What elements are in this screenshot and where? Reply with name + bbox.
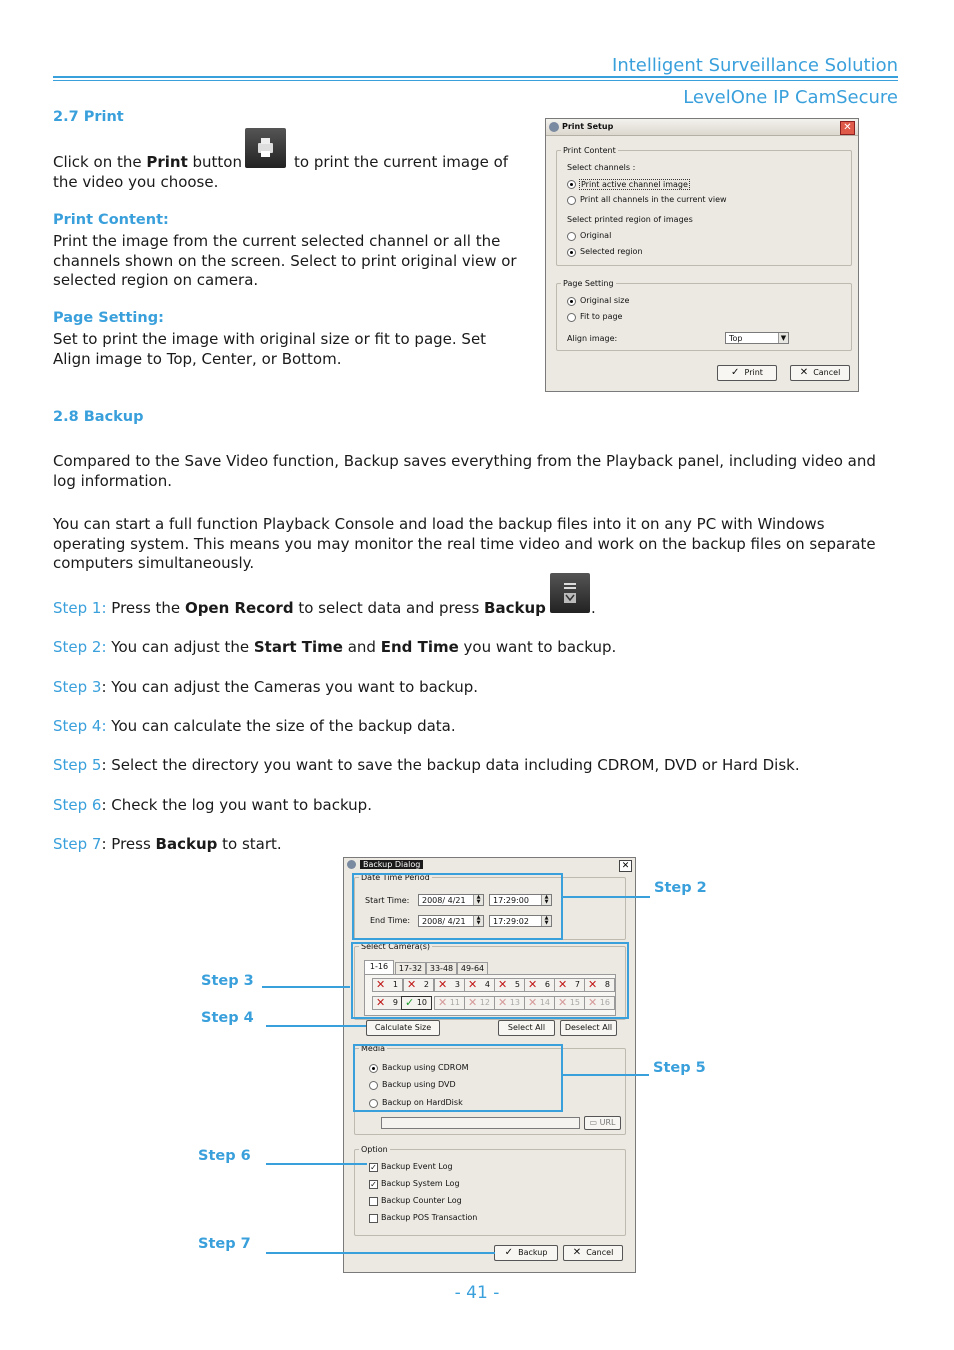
print-content-heading: Print Content: <box>53 212 169 228</box>
tab-33-48[interactable]: 33-48 <box>426 962 457 975</box>
step-7-callout: Step 7 <box>198 1236 251 1252</box>
align-image-value: Top <box>729 334 743 343</box>
camera-number: 14 <box>539 998 550 1007</box>
spinner-icon: ▲ ▼ <box>473 895 483 905</box>
end-date-value: 2008/ 4/21 <box>422 917 466 926</box>
backup-dvd-label: Backup using DVD <box>382 1080 456 1089</box>
print-all-label: Print all channels in the current view <box>580 195 727 204</box>
x-icon: ✕ <box>468 978 478 991</box>
folder-icon: ▭ <box>589 1118 598 1127</box>
x-icon: ✕ <box>588 978 598 991</box>
counter-log-label: Backup Counter Log <box>381 1196 462 1205</box>
camera-number: 3 <box>454 980 460 989</box>
checkbox-counter-log[interactable] <box>369 1197 378 1206</box>
radio-print-all[interactable] <box>567 196 576 205</box>
selected-region-label: Selected region <box>580 247 643 256</box>
step-6-callout: Step 6 <box>198 1148 251 1164</box>
camera-number: 11 <box>449 998 460 1007</box>
cancel-x-icon: ✕ <box>799 367 809 378</box>
x-icon: ✕ <box>588 996 598 1009</box>
page-setting-body: Set to print the image with original size or fit to page. Set Align image to Top, Center, or Bottom. <box>53 330 487 368</box>
print-active-label: Print active channel image <box>581 180 688 189</box>
x-icon: ✕ <box>376 978 386 991</box>
camera-number: 8 <box>604 980 610 989</box>
calculate-size-button[interactable]: Calculate Size <box>366 1020 440 1036</box>
check-icon: ✓ <box>504 1247 513 1258</box>
step-5-highlight <box>353 1044 563 1112</box>
date-time-legend: Date Time Period <box>361 873 430 882</box>
start-date-value: 2008/ 4/21 <box>422 896 466 905</box>
app-icon <box>347 860 356 869</box>
print-content-body: Print the image from the current selected channel or all the channels shown on the screen. Select to print original view or selected region on camera. <box>53 232 517 290</box>
camera-number: 12 <box>479 998 490 1007</box>
backup-para-2: You can start a full function Playback Console and load the backup files into it on any PC with Windows operating system. This means you may monitor the real time video and work on the backup files on separate computers simultaneously. <box>53 515 876 573</box>
camera-number: 1 <box>392 980 398 989</box>
radio-print-active[interactable] <box>567 180 576 189</box>
x-icon: ✕ <box>438 996 448 1009</box>
align-image-label: Align image: <box>567 334 618 343</box>
step-3-highlight <box>351 942 629 1019</box>
backup-section-title: 2.8 Backup <box>53 409 144 425</box>
app-icon <box>549 122 559 132</box>
header-title: Intelligent Surveillance Solution <box>612 55 898 76</box>
print-button-icon <box>245 128 286 168</box>
page-setting-legend: Page Setting <box>563 279 614 288</box>
x-icon: ✕ <box>558 996 568 1009</box>
step-7-text: Step 7: Press Backup to start. <box>53 835 282 853</box>
check-icon: ✓ <box>731 367 740 378</box>
print-dialog-title: Print Setup <box>562 122 614 131</box>
backup-button-label: Backup <box>518 1248 548 1257</box>
x-icon: ✕ <box>528 996 538 1009</box>
backup-para-1: Compared to the Save Video function, Backup saves everything from the Playback panel, including video and log information. <box>53 452 876 490</box>
spinner-icon: ▲ ▼ <box>541 916 551 926</box>
fit-to-page-label: Fit to page <box>580 312 623 321</box>
step-5-leader <box>561 1074 649 1076</box>
end-time-value: 17:29:02 <box>493 917 529 926</box>
close-icon[interactable]: ✕ <box>619 860 632 872</box>
step-4-leader <box>266 1025 366 1027</box>
select-channels-label: Select channels : <box>567 163 636 172</box>
header-subtitle: LevelOne IP CamSecure <box>683 87 898 108</box>
backup-button[interactable] <box>494 1245 558 1261</box>
step-5-text: Step 5: Select the directory you want to save the backup data including CDROM, DVD or Hard Disk. <box>53 756 800 774</box>
print-button-label: Print <box>744 368 763 377</box>
checkbox-event-log[interactable]: ✓ <box>370 1163 377 1172</box>
tab-17-32[interactable]: 17-32 <box>395 962 426 975</box>
print-intro-end: the video you choose. <box>53 173 219 191</box>
print-intro: Click on the Print button <box>53 153 242 171</box>
backup-cdrom-label: Backup using CDROM <box>382 1063 469 1072</box>
x-icon: ✕ <box>438 978 448 991</box>
radio-original[interactable] <box>567 232 576 241</box>
system-log-label: Backup System Log <box>381 1179 460 1188</box>
page-setting-heading: Page Setting: <box>53 310 164 326</box>
step-1-text: Step 1: Press the Open Record to select data and press Backup <box>53 599 546 617</box>
cancel-button-label: Cancel <box>586 1248 614 1257</box>
print-section-title: 2.7 Print <box>53 109 124 125</box>
x-icon: ✕ <box>468 996 478 1009</box>
step-2-callout: Step 2 <box>654 880 707 896</box>
step-2-text: Step 2: You can adjust the Start Time and End Time you want to backup. <box>53 638 617 656</box>
page-number: - 41 - <box>454 1283 500 1303</box>
camera-number: 6 <box>544 980 550 989</box>
cancel-x-icon: ✕ <box>572 1247 582 1258</box>
step-6-leader <box>266 1163 367 1165</box>
original-size-label: Original size <box>580 296 630 305</box>
camera-number: 15 <box>569 998 580 1007</box>
camera-number: 10 <box>416 998 427 1007</box>
pos-transaction-label: Backup POS Transaction <box>381 1213 478 1222</box>
camera-number: 5 <box>514 980 520 989</box>
print-dialog-titlebar <box>546 119 858 136</box>
end-time-label: End Time: <box>370 916 411 925</box>
select-camera-legend: Select Camera(s) <box>361 942 431 951</box>
select-region-label: Select printed region of images <box>567 215 693 224</box>
radio-fit-to-page[interactable] <box>567 313 576 322</box>
spinner-icon: ▲ ▼ <box>473 916 483 926</box>
step-6-text: Step 6: Check the log you want to backup. <box>53 796 372 814</box>
original-label: Original <box>580 231 612 240</box>
radio-selected-region[interactable] <box>567 248 576 257</box>
browse-label: URL <box>599 1118 616 1127</box>
step-2-highlight <box>352 873 563 940</box>
step-5-callout: Step 5 <box>653 1060 706 1076</box>
print-intro-cont: to print the current image of <box>294 153 509 171</box>
browse-button[interactable] <box>584 1116 621 1130</box>
step-3-leader <box>262 986 350 988</box>
print-content-legend: Print Content <box>563 146 616 155</box>
step-2-leader <box>561 896 650 898</box>
backup-dialog-title: Backup Dialog <box>360 860 423 869</box>
camera-number: 9 <box>392 998 398 1007</box>
x-icon: ✕ <box>498 996 508 1009</box>
x-icon: ✕ <box>528 978 538 991</box>
backup-path-input[interactable] <box>381 1117 580 1129</box>
backup-harddisk-label: Backup on HardDisk <box>382 1098 463 1107</box>
tab-49-64[interactable]: 49-64 <box>457 962 488 975</box>
x-icon: ✕ <box>376 996 386 1009</box>
backup-dialog-titlebar <box>344 858 635 872</box>
step-3-text: Step 3: You can adjust the Cameras you want to backup. <box>53 678 479 696</box>
start-time-value: 17:29:00 <box>493 896 529 905</box>
radio-original-size[interactable] <box>567 297 576 306</box>
camera-number: 13 <box>509 998 520 1007</box>
option-group <box>354 1145 626 1236</box>
step-7-leader <box>266 1252 495 1254</box>
cancel-button[interactable] <box>790 365 850 381</box>
camera-number: 7 <box>574 980 580 989</box>
header-rule <box>53 76 898 78</box>
event-log-label: Backup Event Log <box>381 1162 453 1171</box>
close-icon[interactable]: ✕ <box>840 121 855 135</box>
tab-1-16[interactable]: 1-16 <box>364 960 394 975</box>
backup-button-icon <box>550 573 590 613</box>
checkbox-system-log[interactable]: ✓ <box>370 1180 377 1189</box>
chevron-down-icon: ▼ <box>778 333 788 343</box>
check-icon: ✓ <box>405 996 415 1009</box>
step-3-callout: Step 3 <box>201 973 254 989</box>
start-time-label: Start Time: <box>365 896 410 905</box>
camera-number: 16 <box>599 998 610 1007</box>
step-4-callout: Step 4 <box>201 1010 254 1026</box>
media-legend: Media <box>361 1044 386 1053</box>
option-legend: Option <box>361 1145 388 1154</box>
x-icon: ✕ <box>558 978 568 991</box>
deselect-all-button[interactable]: Deselect All <box>560 1020 617 1036</box>
x-icon: ✕ <box>407 978 417 991</box>
camera-number: 2 <box>423 980 429 989</box>
step-4-text: Step 4: You can calculate the size of the backup data. <box>53 717 456 735</box>
align-image-select[interactable] <box>725 332 789 344</box>
x-icon: ✕ <box>498 978 508 991</box>
header-rule-thin <box>53 80 898 81</box>
checkbox-pos-transaction[interactable] <box>369 1214 378 1223</box>
print-button[interactable] <box>717 365 777 381</box>
spinner-icon: ▲ ▼ <box>541 895 551 905</box>
print-setup-dialog <box>545 118 859 392</box>
step-1-period: . <box>591 599 596 617</box>
select-all-button[interactable]: Select All <box>498 1020 555 1036</box>
camera-number: 4 <box>484 980 490 989</box>
cancel-button[interactable] <box>563 1245 623 1261</box>
cancel-button-label: Cancel <box>813 368 841 377</box>
